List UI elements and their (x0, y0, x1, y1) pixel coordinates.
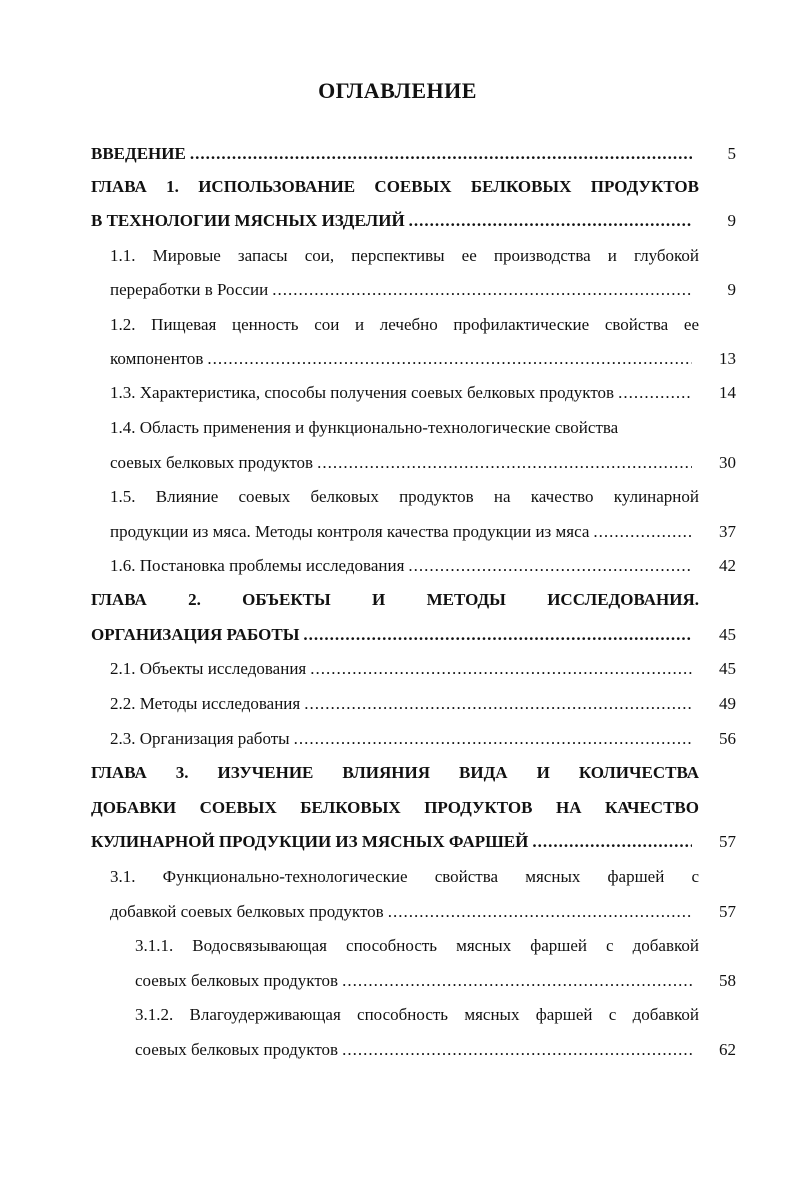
toc-section-1-2[interactable] (110, 347, 736, 371)
toc-section-1-4[interactable] (110, 451, 736, 475)
leader-dots (408, 554, 692, 578)
toc-page-number: 9 (727, 211, 736, 230)
toc-page-number: 49 (719, 694, 736, 713)
leader-dots (342, 969, 692, 993)
toc-section-2-3[interactable] (110, 727, 736, 751)
leader-dots (304, 692, 692, 716)
toc-section-1-3[interactable] (110, 381, 736, 405)
toc-section-1-1[interactable] (110, 278, 736, 302)
toc-entry-label: соевых белковых продуктов (110, 453, 314, 472)
toc-page-number: 57 (719, 902, 736, 921)
toc-entry-label: ВВЕДЕНИЕ (91, 144, 186, 163)
toc-page-number: 45 (719, 659, 736, 678)
toc-subsection-3-1-1-line1[interactable]: 3.1.1. Водосвязывающая способность мясных фаршей с добавкой (135, 936, 699, 955)
toc-entry-label: 1.3. Характеристика, способы получения соевых белковых продуктов (110, 383, 615, 402)
toc-section-3-1-line1[interactable]: 3.1. Функционально-технологические свойства мясных фаршей с (110, 867, 699, 886)
toc-section-1-2-line1[interactable]: 1.2. Пищевая ценность сои и лечебно профилактические свойства ее (110, 315, 699, 334)
leader-dots (532, 830, 692, 854)
toc-subsection-3-1-2[interactable] (135, 1038, 736, 1062)
toc-entry-label: компонентов (110, 349, 204, 368)
toc-chapter-2-line1[interactable]: ГЛАВА 2. ОБЪЕКТЫ И МЕТОДЫ ИССЛЕДОВАНИЯ. (91, 590, 699, 609)
toc-subsection-3-1-1[interactable] (135, 969, 736, 993)
toc-chapter-2[interactable] (91, 623, 736, 647)
leader-dots (294, 727, 692, 751)
leader-dots (310, 657, 692, 681)
toc-entry-label: продукции из мяса. Методы контроля качества продукции из мяса (110, 522, 590, 541)
toc-page-number: 45 (719, 625, 736, 644)
leader-dots (207, 347, 692, 371)
toc-section-1-5-line1[interactable]: 1.5. Влияние соевых белковых продуктов на качество кулинарной (110, 487, 699, 506)
page-title: ОГЛАВЛЕНИЕ (318, 78, 477, 103)
toc-page-number: 9 (727, 280, 736, 299)
toc-entry-label: КУЛИНАРНОЙ ПРОДУКЦИИ ИЗ МЯСНЫХ ФАРШЕЙ (91, 832, 529, 851)
toc-section-1-6[interactable] (110, 554, 736, 578)
leader-dots (593, 520, 692, 544)
toc-entry-label: переработки в России (110, 280, 269, 299)
toc-section-1-5[interactable] (110, 520, 736, 544)
toc-page-number: 42 (719, 556, 736, 575)
toc-page-number: 37 (719, 522, 736, 541)
toc-section-3-1[interactable] (110, 900, 736, 924)
toc-entry-label: 1.6. Постановка проблемы исследования (110, 556, 405, 575)
toc-subsection-3-1-2-line1[interactable]: 3.1.2. Влагоудерживающая способность мясных фаршей с добавкой (135, 1005, 699, 1024)
toc-entry-label: 2.2. Методы исследования (110, 694, 301, 713)
leader-dots (190, 142, 692, 166)
leader-dots (409, 209, 692, 233)
toc-chapter-3-line1[interactable]: ГЛАВА 3. ИЗУЧЕНИЕ ВЛИЯНИЯ ВИДА И КОЛИЧЕСТВА (91, 763, 699, 782)
toc-page-number: 58 (719, 971, 736, 990)
toc-entry-label: соевых белковых продуктов (135, 1040, 339, 1059)
toc-chapter-1[interactable] (91, 209, 736, 233)
toc-page-number: 5 (727, 144, 736, 163)
toc-entry-label: В ТЕХНОЛОГИИ МЯСНЫХ ИЗДЕЛИЙ (91, 211, 405, 230)
leader-dots (272, 278, 692, 302)
toc-entry-intro[interactable] (91, 142, 736, 166)
toc-page-number: 30 (719, 453, 736, 472)
toc-page-number: 57 (719, 832, 736, 851)
toc-page-number: 14 (719, 383, 736, 402)
toc-page-number: 62 (719, 1040, 736, 1059)
leader-dots (618, 381, 692, 405)
toc-section-1-1-line1[interactable]: 1.1. Мировые запасы сои, перспективы ее производства и глубокой (110, 246, 699, 265)
toc-section-1-4-line1[interactable]: 1.4. Область применения и функционально-технологические свойства (110, 418, 619, 437)
toc-section-2-2[interactable] (110, 692, 736, 716)
toc-entry-label: добавкой соевых белковых продуктов (110, 902, 384, 921)
toc-page-number: 56 (719, 729, 736, 748)
toc-page-number: 13 (719, 349, 736, 368)
toc-chapter-3-line2[interactable]: ДОБАВКИ СОЕВЫХ БЕЛКОВЫХ ПРОДУКТОВ НА КАЧЕСТВО (91, 798, 699, 817)
leader-dots (388, 900, 692, 924)
toc-entry-label: соевых белковых продуктов (135, 971, 339, 990)
toc-entry-label: ОРГАНИЗАЦИЯ РАБОТЫ (91, 625, 300, 644)
toc-chapter-1-line1[interactable]: ГЛАВА 1. ИСПОЛЬЗОВАНИЕ СОЕВЫХ БЕЛКОВЫХ ПРОДУКТОВ (91, 177, 699, 196)
toc-entry-label: 2.3. Организация работы (110, 729, 290, 748)
leader-dots (303, 623, 692, 647)
leader-dots (317, 451, 692, 475)
leader-dots (342, 1038, 692, 1062)
toc-entry-label: 2.1. Объекты исследования (110, 659, 307, 678)
toc-section-2-1[interactable] (110, 657, 736, 681)
toc-chapter-3[interactable] (91, 830, 736, 854)
